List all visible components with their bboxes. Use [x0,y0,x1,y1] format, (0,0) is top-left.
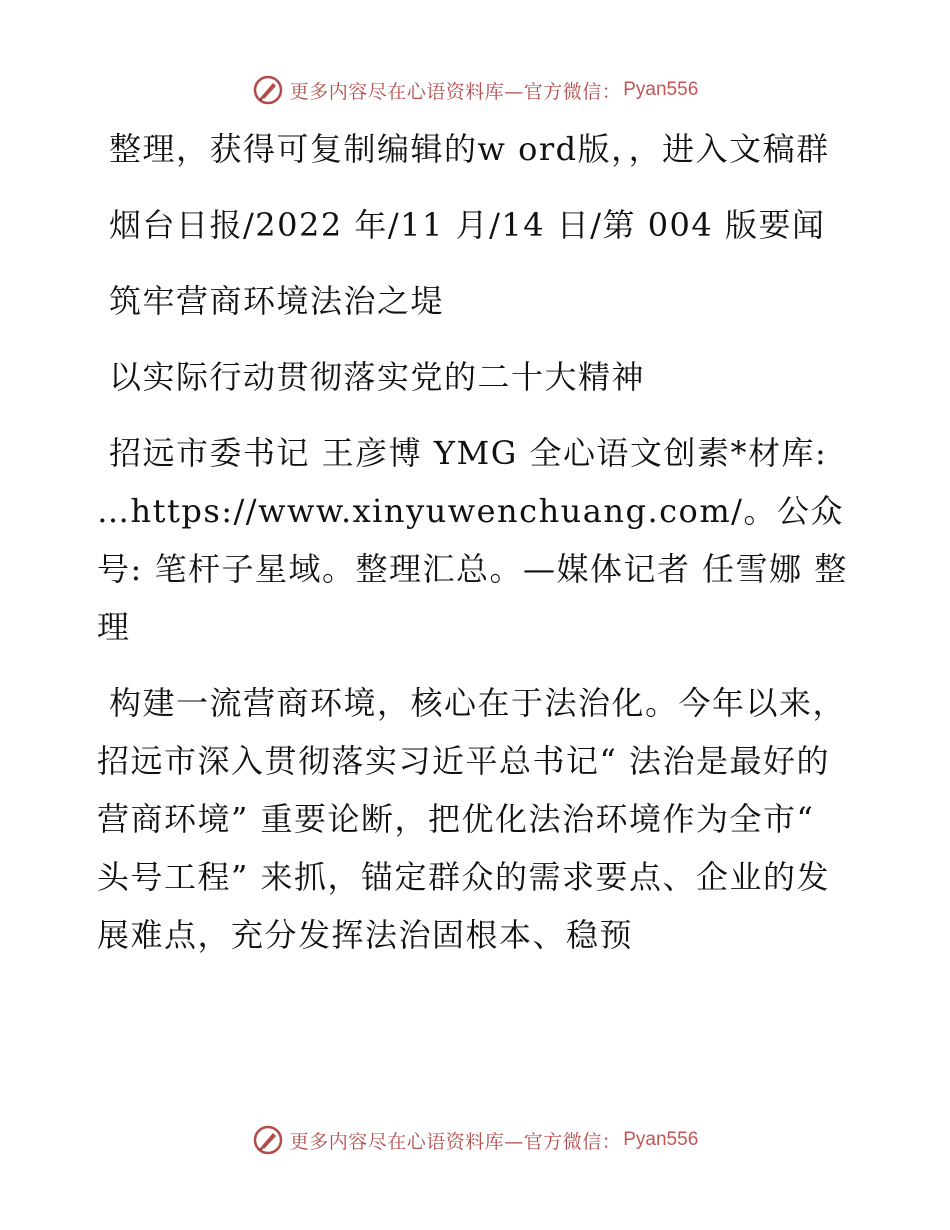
footer-watermark [0,1120,950,1160]
watermark-wechat-id: Pyan556 [623,79,699,100]
body-paragraph: 构建一流营商环境，核心在于法治化。今年以来，招远市深入贯彻落实习近平总书记“ 法治是最好的营商环境” 重要论断，把优化法治环境作为全市“ 头号工程” 来抓，锚定群众的需求要点、企业的发展难点，充分发挥法治固根本、稳预 [97,684,847,954]
source-line: 烟台日报/2022 年/11 月/14 日/第 004 版要闻 [109,206,826,244]
header-watermark [0,70,950,110]
intro-paragraph: 整理，获得可复制编辑的w ord版，，进入文稿群 [109,130,830,168]
watermark-wechat-id: Pyan556 [623,1129,699,1150]
watermark-text: 更多内容尽在心语资料库—官方微信： [289,1130,622,1153]
watermark-text: 更多内容尽在心语资料库—官方微信： [289,80,622,103]
pen-logo-icon [252,1124,284,1156]
pen-logo-icon [252,74,284,106]
document-body [97,120,857,982]
article-subtitle: 以实际行动贯彻落实党的二十大精神 [109,358,646,396]
article-title: 筑牢营商环境法治之堤 [109,282,445,320]
author-paragraph: 招远市委书记 王彦博 YMG 全心语文创素*材库: …https://www.xinyuwenchuang.com/。公众号: 笔杆子星域。整理汇总。—媒体记者 任雪娜 整理 [97,434,848,646]
